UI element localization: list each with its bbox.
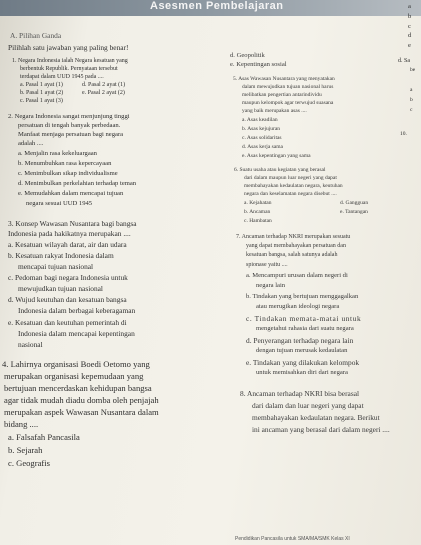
q6-option[interactable]: e. Tantangan <box>340 209 368 215</box>
q6-line: dari dalam maupun luar negeri yang dapat <box>244 175 337 181</box>
edge-letter: c <box>408 23 411 30</box>
q3-option-cont: Indonesia dalam mencapai kepentingan <box>18 329 135 338</box>
q1-option[interactable]: e. Kepentingan sosial <box>230 61 287 68</box>
q5-option[interactable]: a. Asas keadilan <box>242 117 278 123</box>
q3-option-cont: mencapai tujuan nasional <box>18 262 94 271</box>
q4-option[interactable]: b. Sejarah <box>8 445 43 455</box>
q7-line: spionase yaitu .... <box>246 262 288 268</box>
q3-option[interactable]: c. Pedoman bagi negara Indonesia untuk <box>8 273 128 282</box>
q6-line: 6. Suatu usaha atau kegiatan yang berasal <box>234 167 326 173</box>
q2-option[interactable]: c. Menimbulkan sikap individualisme <box>18 170 118 177</box>
q2-option[interactable]: d. Menimbulkan perkelahian terhadap teman <box>18 180 137 187</box>
edge-letter: a <box>408 3 411 10</box>
q7-option-cont: mengetahui rahasia dari suatu negara <box>256 325 354 332</box>
edge-letter: d <box>408 32 412 39</box>
q5-option[interactable]: c. Asas solidaritas <box>242 135 282 141</box>
q7-option-cont: untuk memisahkan diri dari negara <box>256 369 348 376</box>
q6-option[interactable]: d. Gangguan <box>340 200 369 206</box>
page-footer: Pendidikan Pancasila untuk SMA/MA/SMK Kelas XI <box>235 536 350 542</box>
q4-option[interactable]: a. Falsafah Pancasila <box>8 432 80 442</box>
margin-mark: a <box>410 87 413 93</box>
edge-letter: b <box>408 13 412 20</box>
q7-option[interactable]: c. Tindakan memata-matai untuk <box>246 314 362 323</box>
q7-line: 7. Ancaman terhadap NKRI merupakan sesuatu <box>236 234 351 240</box>
q7-line: kesatuan bangsa, salah satunya adalah <box>246 252 338 258</box>
q2-line: persatuan di tengah banyak perbedaan. <box>18 122 121 129</box>
margin-mark: c <box>410 107 413 113</box>
q8-line: 8. Ancaman terhadap NKRI bisa berasal <box>240 389 360 398</box>
q6-option[interactable]: b. Ancaman <box>244 209 271 215</box>
q6-option[interactable]: a. Kejahatan <box>244 200 272 206</box>
q2-line: Manfaat menjaga persatuan bagi negara <box>18 131 124 138</box>
q3-option-cont: mewujudkan tujuan nasional <box>18 284 103 293</box>
q2-option[interactable]: e. Memudahkan dalam mencapai tujuan <box>18 190 124 197</box>
q7-option-cont: dengan tujuan merusak kedaulatan <box>256 347 348 354</box>
margin-mark: b <box>410 97 413 103</box>
q4-line: merupakan aspek Wawasan Nusantara dalam <box>4 407 159 417</box>
q5-line: melibatkan pengertian antarindividu <box>242 92 322 98</box>
q2-option-cont: negara sesuai UUD 1945 <box>26 200 93 207</box>
q5-line: maupun kelompok agar terwujud suasana <box>242 100 334 106</box>
q8-line: membahayakan kedaulatan negara. Berikut <box>252 413 380 422</box>
margin-mark: be <box>410 67 416 73</box>
q1-option[interactable]: a. Pasal 1 ayat (1) <box>20 82 63 88</box>
q3-option[interactable]: e. Kesatuan dan keutuhan pemerintah di <box>8 318 127 327</box>
q7-option-cont: negara lain <box>256 282 286 289</box>
margin-mark: 10. <box>400 131 407 137</box>
q3-option[interactable]: d. Wujud keutuhan dan kesatuan bangsa <box>8 295 127 304</box>
instruction: Pilihlah satu jawaban yang paling benar! <box>8 43 129 52</box>
q2-line: 2. Negara Indonesia sangat menjunjung tinggi <box>8 113 130 120</box>
q4-line: bertujuan mencerdaskan kehidupan bangsa <box>4 383 152 393</box>
q1-line: 1. Negara Indonesia ialah Negara kesatuan yang <box>12 58 128 64</box>
q1-option[interactable]: e. Pasal 2 ayat (2) <box>82 90 125 96</box>
q3-option-cont: Indonesia dalam berbagai keberagaman <box>18 306 136 315</box>
header-title: Asesmen Pembelajaran <box>150 0 284 12</box>
q1-option[interactable]: d. Geopolitik <box>230 52 265 59</box>
q4-line: bidang .... <box>4 419 39 429</box>
q4-line: merupakan organisasi kepemudaan yang <box>4 371 144 381</box>
q8-line: dari dalam dan luar negeri yang dapat <box>252 401 364 410</box>
q6-line: negara dan keselamatan negara disebut .... <box>244 191 337 197</box>
section-label: A. Pilihan Ganda <box>10 31 62 40</box>
q1-line: berbentuk Republik. Pernyataan tersebut <box>20 66 118 72</box>
q7-option-cont: atau merugikan ideologi negara <box>256 303 340 310</box>
q5-line: 5. Asas Wawasan Nusantara yang menyatakan <box>233 76 335 82</box>
q2-option[interactable]: b. Menumbuhkan rasa kepercayaan <box>18 160 112 167</box>
margin-mark: d. Sa <box>398 58 410 64</box>
q6-option[interactable]: c. Hambatan <box>244 218 272 224</box>
q1-option[interactable]: b. Pasal 1 ayat (2) <box>20 90 64 96</box>
q5-option[interactable]: b. Asas kejujuran <box>242 126 281 132</box>
q7-option[interactable]: b. Tindakan yang bertujuan menggagalkan <box>246 293 359 300</box>
q1-option[interactable]: c. Pasal 1 ayat (3) <box>20 98 63 104</box>
q7-line: yang dapat membahayakan persatuan dan <box>246 243 346 249</box>
q7-option[interactable]: e. Tindakan yang dilakukan kelompok <box>246 358 360 367</box>
q3-line: Indonesia pada hakikatnya merupakan .... <box>8 229 131 238</box>
q3-line: 3. Konsep Wawasan Nusantara bagi bangsa <box>8 219 137 228</box>
q5-option[interactable]: d. Asas kerja sama <box>242 144 283 150</box>
q1-option[interactable]: d. Pasal 2 ayat (1) <box>82 82 126 88</box>
q1-line: terdapat dalam UUD 1945 pada .... <box>20 74 104 80</box>
q5-option[interactable]: e. Asas kepentingan yang sama <box>242 153 311 159</box>
q3-option[interactable]: a. Kesatuan wilayah darat, air dan udara <box>8 240 127 249</box>
q7-option[interactable]: a. Mencampuri urusan dalam negeri di <box>246 272 348 279</box>
q4-option[interactable]: c. Geografis <box>8 458 50 468</box>
q2-line: adalah .... <box>18 140 44 147</box>
q5-line: yang baik merupakan asas .... <box>242 108 307 114</box>
q3-option-cont: nasional <box>18 340 43 349</box>
q8-line: ini ancaman yang berasal dari dalam negeri .... <box>252 425 390 434</box>
q5-line: dalam mewujudkan tujuan nasional harus <box>242 84 334 90</box>
q3-option[interactable]: b. Kesatuan rakyat Indonesia dalam <box>8 251 114 260</box>
q4-line: 4. Lahirnya organisasi Boedi Oetomo yang <box>2 359 150 369</box>
q4-line: agar tidak mudah diadu domba oleh penjajah <box>4 395 159 405</box>
q2-option[interactable]: a. Menjalin rasa kekeluargaan <box>18 150 97 157</box>
q6-line: membahayakan kedaulatan negara, keutuhan <box>244 183 343 189</box>
q7-option[interactable]: d. Penyerangan terhadap negara lain <box>246 336 354 345</box>
edge-letter: e <box>408 42 411 49</box>
